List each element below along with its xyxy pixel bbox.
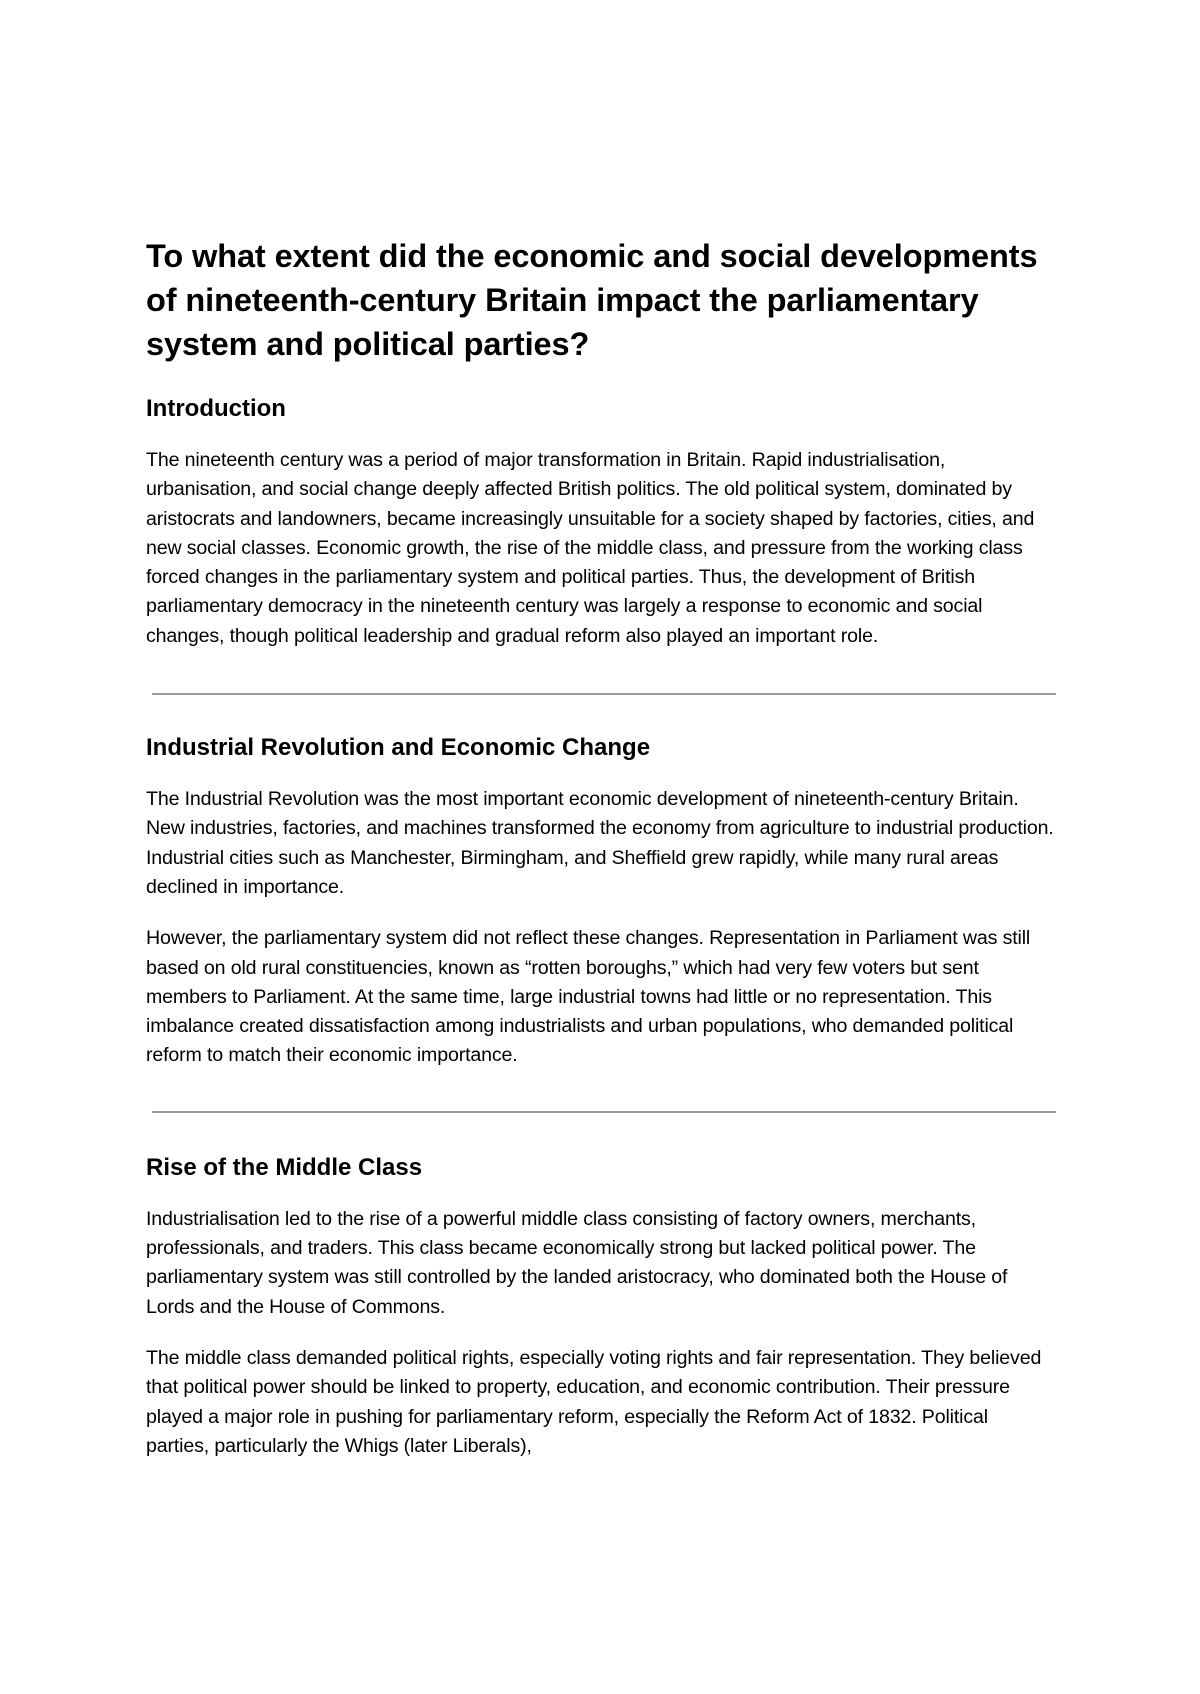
paragraph: The middle class demanded political rights, especially voting rights and fair representation. They believed that political power should be linked to property, education, and economic contribution. Their pressure played a major role in pushing for parliamentary reform, especially the Reform Act of 1832. Political parties, particularly the Whigs (later Liberals), xyxy=(146,1346,1042,1457)
section-industrial-revolution xyxy=(146,733,1056,1071)
section-heading-industrial-revolution: Industrial Revolution and Economic Change xyxy=(146,734,651,762)
paragraph: However, the parliamentary system did not reflect these changes. Representation in Parliament was still based on old rural constituencies, known as “rotten boroughs,” which had very few voters but sent members to Parliament. At the same time, large industrial towns had little or no representation. This imbalance created dissatisfaction among industrialists and urban populations, who demanded political reform to match their economic importance. xyxy=(146,927,1031,1067)
document-body xyxy=(146,234,1056,1461)
section-heading-middle-class: Rise of the Middle Class xyxy=(146,1153,423,1181)
section-divider xyxy=(152,1111,1056,1113)
section-introduction xyxy=(146,394,1056,651)
paragraph: Industrialisation led to the rise of a powerful middle class consisting of factory owners, merchants, professionals, and traders. This class became economically strong but lacked political power. The parliamentary system was still controlled by the landed aristocracy, who dominated both the House of Lords and the House of Commons. xyxy=(146,1207,1008,1318)
section-heading-introduction: Introduction xyxy=(146,395,286,422)
section-middle-class xyxy=(146,1153,1056,1461)
paragraph: The Industrial Revolution was the most important economic development of nineteenth-century Britain. New industries, factories, and machines transformed the economy from agriculture to industrial production. Industrial cities such as Manchester, Birmingham, and Sheffield grew rapidly, while many rural areas declined in importance. xyxy=(146,788,1054,898)
section-divider xyxy=(152,693,1056,695)
paragraph: The nineteenth century was a period of major transformation in Britain. Rapid industrialisation, urbanisation, and social change deeply affected British politics. The old political system, dominated by aristocrats and landowners, became increasingly unsuitable for a society shaped by factories, cities, and new social classes. Economic growth, the rise of the middle class, and pressure from the working class forced changes in the parliamentary system and political parties. Thus, the development of British parliamentary democracy in the nineteenth century was largely a response to economic and social changes, though political leadership and gradual reform also played an important role. xyxy=(146,449,1035,647)
document-title: To what extent did the economic and social developments of nineteenth-century Britain impact the parliamentary system and political parties? xyxy=(146,238,1038,362)
